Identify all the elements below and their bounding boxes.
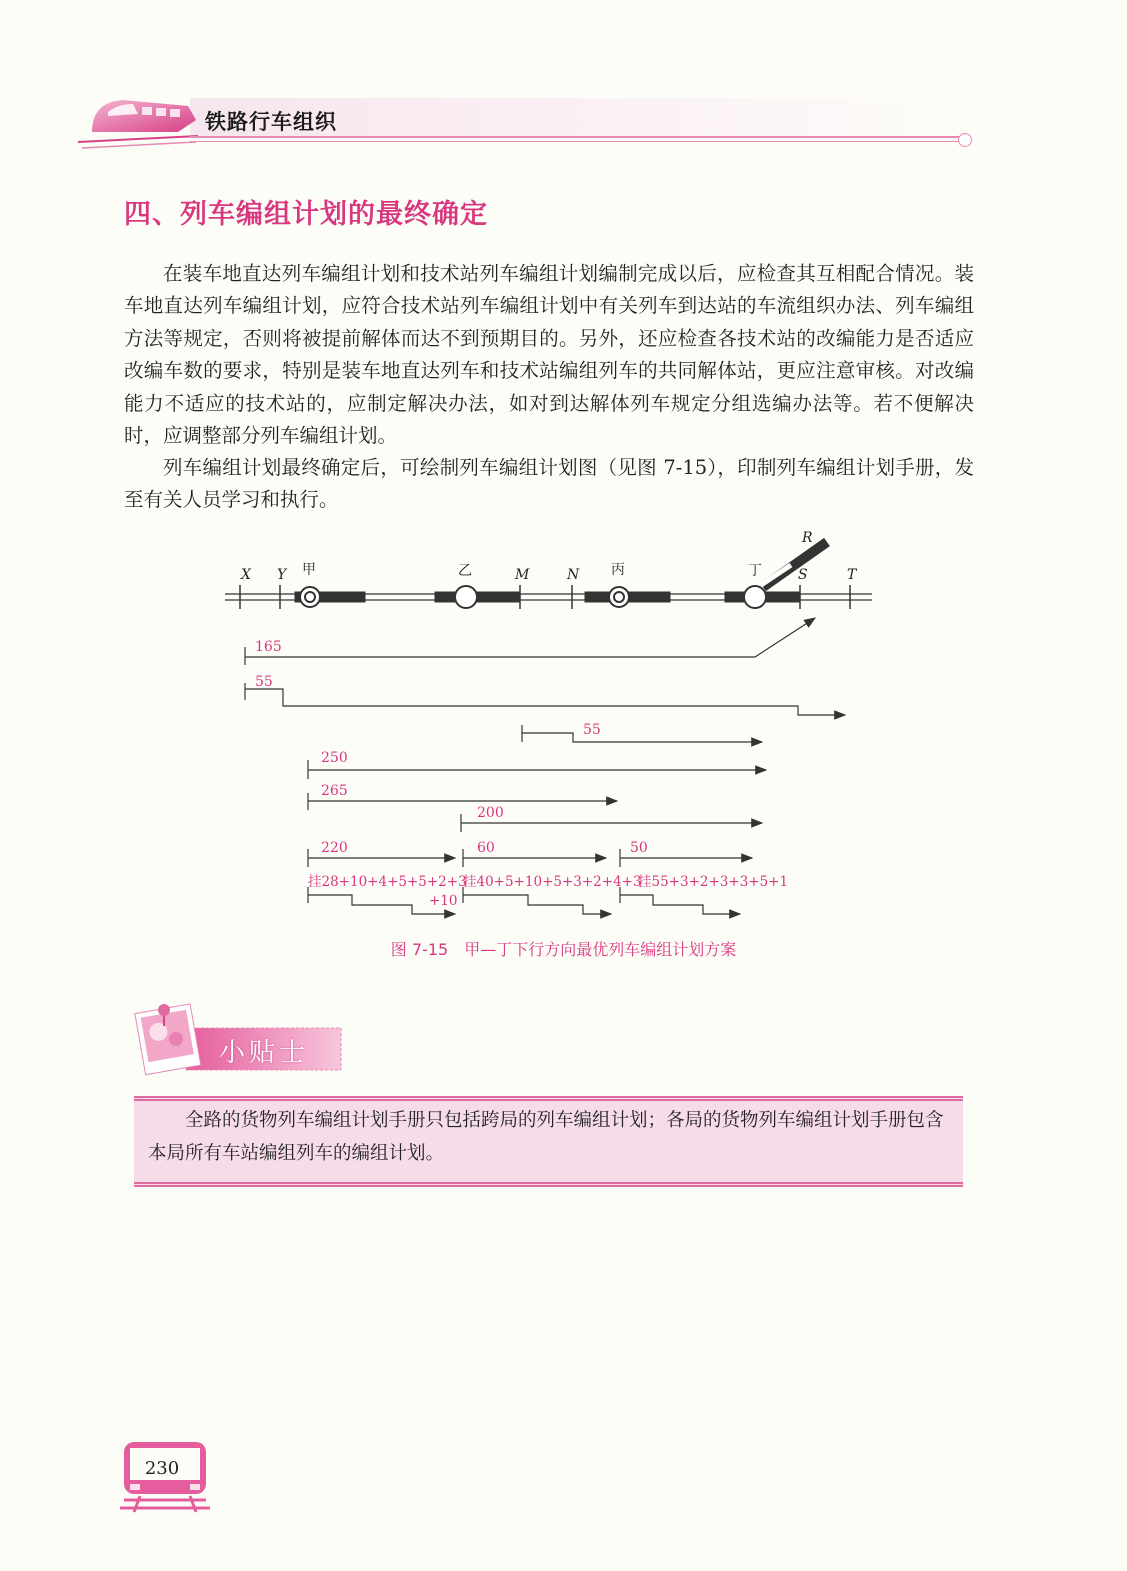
station-label: 丙 bbox=[611, 562, 625, 578]
body-paragraph: 在装车地直达列车编组计划和技术站列车编组计划编制完成以后，应检查其互相配合情况。装车地直达列车编组计划，应符合技术站列车编组计划中有关列车到达站的车流组织办法、列车编组方法等规定，否则将被提前解体而达不到预期目的。另外，还应检查各技术站的改编能力是否适应改编车数的要求，特别是装车地直达列车和技术站编组列车的共同解体站，更应注意审核。对改编能力不适应的技术站的，应制定解决办法，如对到达解体列车规定分组选编办法等。若不便解决时，应调整部分列车编组计划。 bbox=[124, 262, 974, 448]
flow-label: 165 bbox=[255, 639, 282, 655]
train-logo-icon bbox=[78, 92, 198, 152]
flow-label: 250 bbox=[321, 750, 348, 766]
header-title: 铁路行车组织 bbox=[205, 110, 337, 134]
section-title: 四、列车编组计划的最终确定 bbox=[124, 199, 488, 230]
station-label: M bbox=[515, 567, 530, 583]
pickup-label: +10 bbox=[429, 893, 458, 909]
flow-label: 200 bbox=[477, 805, 504, 821]
station-label: 乙 bbox=[458, 563, 472, 579]
flow-label: 220 bbox=[321, 840, 348, 856]
flow-label: 60 bbox=[477, 840, 495, 856]
tip-text: 全路的货物列车编组计划手册只包括跨局的列车编组计划；各局的货物列车编组计划手册包含本局所有车站编组列车的编组计划。 bbox=[148, 1110, 944, 1164]
pickup-label: 挂40+5+10+5+3+2+4+3 bbox=[463, 874, 642, 890]
station-label: N bbox=[567, 567, 580, 583]
station-label: 甲 bbox=[302, 562, 316, 578]
header-divider-thin bbox=[190, 141, 962, 142]
body-paragraph: 列车编组计划最终确定后，可绘制列车编组计划图（见图 7-15），印制列车编组计划手册，发至有关人员学习和执行。 bbox=[124, 456, 974, 512]
station-label: T bbox=[847, 567, 857, 583]
station-label: R bbox=[802, 530, 813, 546]
station-label: 丁 bbox=[748, 563, 762, 579]
railway-line bbox=[225, 542, 872, 609]
station-label: S bbox=[798, 567, 808, 583]
figure-caption: 图 7-15 甲—丁下行方向最优列车编组计划方案 bbox=[390, 940, 737, 959]
flow-label: 50 bbox=[630, 840, 648, 856]
flow-label: 265 bbox=[321, 783, 348, 799]
station-label: X bbox=[241, 567, 251, 583]
flow-label: 55 bbox=[583, 722, 601, 738]
header-end-ornament bbox=[958, 133, 972, 147]
train-formation-diagram bbox=[215, 525, 885, 925]
tip-label: 小贴士 bbox=[219, 1038, 310, 1068]
header-divider bbox=[190, 136, 962, 138]
station-label: Y bbox=[277, 567, 287, 583]
pickup-label: 挂28+10+4+5+5+2+3 bbox=[308, 874, 467, 890]
flow-label: 55 bbox=[255, 674, 273, 690]
stations bbox=[300, 586, 766, 608]
pickup-label: 挂55+3+2+3+3+5+1 bbox=[638, 874, 789, 890]
page-number: 230 bbox=[144, 1458, 180, 1479]
